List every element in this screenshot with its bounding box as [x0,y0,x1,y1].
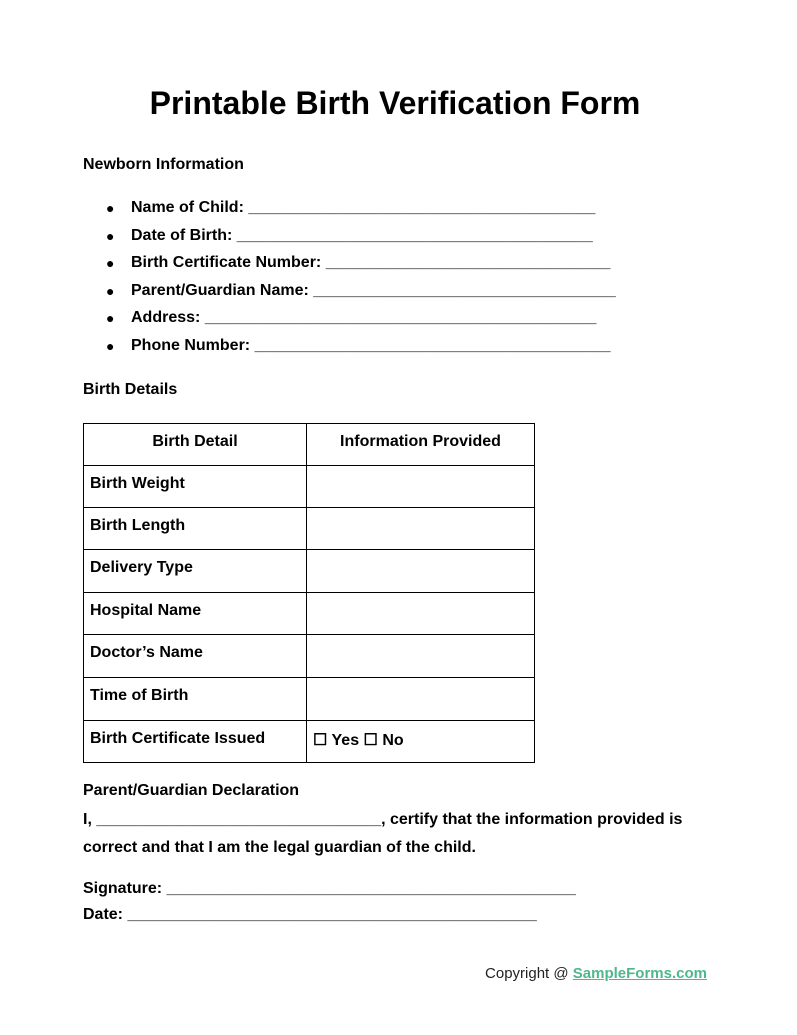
table-row [84,550,535,593]
row-label: Birth Length [84,508,307,550]
field-address [83,307,616,335]
date-line [83,906,537,924]
bullet-icon: ● [106,282,115,299]
row-label: Doctor’s Name [84,635,307,678]
field-birth-certificate-number [83,252,616,280]
field-date-of-birth [83,225,616,253]
date-blank[interactable]: ______________________________________________ [127,906,537,923]
row-value-cell[interactable] [307,678,535,721]
birth-details-table [83,423,535,763]
bullet-icon: ● [106,337,115,354]
table-row [84,678,535,721]
newborn-heading: Newborn Information [83,156,244,173]
copyright-footer [485,965,707,982]
table-row [84,721,535,763]
row-value-cell[interactable] [307,550,535,593]
date-label: Date: [83,906,124,923]
field-label: Name of Child: [131,199,244,216]
page-title: Printable Birth Verification Form [149,85,641,121]
birth-details-heading: Birth Details [83,381,178,398]
row-value-cell[interactable] [307,508,535,550]
field-blank[interactable]: ________________________________ [325,254,611,272]
row-label: Delivery Type [84,550,307,593]
declaration-heading: Parent/Guardian Declaration [83,782,300,799]
row-value-cell[interactable] [307,466,535,508]
declaration-text: I, ________________________________, certify that the information provided is correct and that I am the legal guardian of the child. [83,811,683,856]
row-label: Time of Birth [84,678,307,721]
field-label: Birth Certificate Number: [131,254,322,272]
row-label: Birth Weight [84,466,307,508]
bullet-icon: ● [106,227,115,244]
column-header-information-provided: Information Provided [307,424,535,466]
field-label: Date of Birth: [131,226,233,244]
certificate-issued-checkboxes[interactable]: ☐ Yes ☐ No [307,721,535,763]
field-name-of-child [83,197,616,225]
field-label: Parent/Guardian Name: [131,281,309,299]
field-label: Address: [131,309,201,327]
newborn-fields-list [83,197,616,363]
signature-line [83,880,576,898]
bullet-icon: ● [106,200,115,216]
table-row [84,466,535,508]
copyright-text: Copyright @ [485,965,573,982]
table-row [84,508,535,550]
table-row [84,593,535,635]
sampleforms-link[interactable]: SampleForms.com [572,965,707,982]
field-blank[interactable]: _______________________________________ [248,199,596,216]
row-value-cell[interactable] [307,635,535,678]
field-parent-guardian-name [83,280,616,308]
table-row [84,635,535,678]
bullet-icon: ● [106,310,115,327]
row-label: Hospital Name [84,593,307,635]
row-label: Birth Certificate Issued [84,721,307,763]
signature-label: Signature: [83,880,163,897]
field-label: Phone Number: [131,336,251,354]
field-blank[interactable]: ________________________________________ [254,336,611,354]
row-value-cell[interactable] [307,593,535,635]
signature-blank[interactable]: ______________________________________________ [166,880,576,897]
bullet-icon: ● [106,255,115,272]
table-header-row [84,424,535,466]
field-blank[interactable]: ________________________________________ [236,226,593,244]
column-header-birth-detail: Birth Detail [84,424,307,466]
field-blank[interactable]: __________________________________ [313,281,616,299]
field-phone-number [83,335,616,363]
field-blank[interactable]: ____________________________________________ [204,309,597,327]
